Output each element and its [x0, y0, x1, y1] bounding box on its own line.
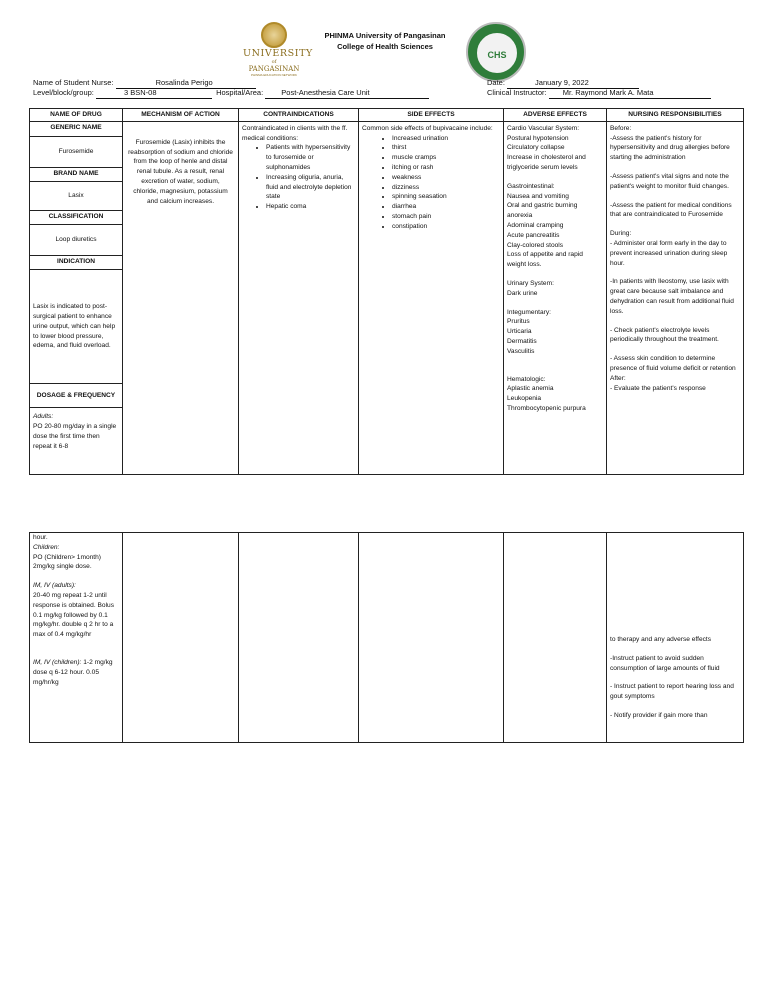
- col-header-nursing: NURSING RESPONSIBILITIES: [607, 109, 744, 122]
- college-name: College of Health Sciences: [337, 42, 433, 51]
- col-header-side-effects: SIDE EFFECTS: [359, 109, 504, 122]
- adverse-item: Dermatitis: [507, 337, 537, 345]
- nursing-cell: [607, 121, 744, 474]
- adverse-item: Thrombocytopenic purpura: [507, 404, 586, 412]
- im-children-text: 1-2 mg/kg dose q 6-12 hour. 0.05 mg/hr/kg: [33, 658, 113, 686]
- before-label: Before:: [610, 124, 632, 132]
- nursing-item: - Instruct patient to report hearing loss and gout symptoms: [610, 683, 734, 701]
- adverse-item: Circulatory collapse: [507, 144, 565, 152]
- im-children-label: IM, IV (children):: [33, 658, 82, 666]
- col-header-mechanism: MECHANISM OF ACTION: [123, 109, 239, 122]
- col-header-adverse-effects: ADVERSE EFFECTS: [504, 109, 607, 122]
- level-line: [33, 88, 429, 99]
- indication-text: Lasix is indicated to post-surgical patient to enhance urine output, which can help to lower blood pressure, edema, and fluid overload.: [30, 270, 122, 384]
- logo-line1: UNIVERSITY: [243, 48, 313, 59]
- adverse-item: Postural hypotension: [507, 134, 569, 142]
- brand-label: BRAND NAME: [30, 168, 122, 182]
- hospital-value: Post-Anesthesia Care Unit: [265, 88, 429, 99]
- level-value: 3 BSN-08: [96, 88, 212, 99]
- university-logo: [243, 22, 313, 77]
- im-adults-label: IM, IV (adults):: [33, 582, 76, 590]
- drug-cell: [30, 121, 123, 474]
- date-value: January 9, 2022: [507, 78, 639, 89]
- logo-line2: of: [271, 59, 277, 65]
- urinary-title: Urinary System:: [507, 279, 554, 287]
- empty-contra-cell: [239, 533, 359, 743]
- hospital-label: Hospital/Area:: [216, 88, 264, 97]
- cv-title: Cardio Vascular System:: [507, 124, 580, 132]
- adults-label: Adults:: [33, 413, 54, 421]
- side-effect-item: • stomach pain: [392, 212, 500, 222]
- adverse-item: Leukopenia: [507, 395, 542, 403]
- empty-side-effects-cell: [359, 533, 504, 743]
- side-effects-list: [362, 134, 500, 232]
- contra-list: [242, 143, 355, 212]
- adverse-item: Oral and gastric burning anorexia: [507, 202, 578, 220]
- adverse-item: Loss of appetite and rapid weight loss.: [507, 251, 583, 269]
- children-label: Children:: [33, 543, 60, 551]
- ci-value: Mr. Raymond Mark A. Mata: [549, 88, 711, 99]
- nursing-item: -Assess the patient for medical conditions that are contraindicated to Furosemide: [610, 201, 732, 219]
- side-effect-item: • Increased urination: [392, 134, 500, 144]
- col-header-contraindications: CONTRAINDICATIONS: [239, 109, 359, 122]
- empty-mechanism-cell: [123, 533, 239, 743]
- ci-label: Clinical Instructor:: [487, 88, 547, 97]
- drug-study-table-page2: [29, 532, 744, 743]
- during-label: During:: [610, 230, 632, 238]
- student-label: Name of Student Nurse:: [33, 78, 114, 87]
- adverse-item: Urticaria: [507, 328, 532, 336]
- side-effect-item: • muscle cramps: [392, 153, 500, 163]
- level-label: Level/block/group:: [33, 88, 94, 97]
- contra-item: • Patients with hypersensitivity to furosemide or sulphonamides: [266, 143, 355, 172]
- nursing-item: - Evaluate the patient's response: [610, 384, 706, 392]
- dosage-adults: [30, 408, 122, 453]
- adverse-item: Vasculitis: [507, 347, 535, 355]
- nursing-item: - Assess skin condition to determine presence of fluid volume deficit or retention: [610, 355, 736, 372]
- indication-label: INDICATION: [30, 256, 122, 270]
- side-effects-cell: [359, 121, 504, 474]
- hematologic-title: Hematologic:: [507, 375, 546, 383]
- nursing-item: -Assess the patient's history for hypersensitivity and drug allergies before starting the administration: [610, 134, 730, 162]
- adverse-item: Nausea and vomiting: [507, 192, 569, 200]
- drug-subtable: [30, 122, 122, 453]
- side-effect-item: • constipation: [392, 222, 500, 232]
- contra-intro: Contraindicated in clients with the ff. medical conditions:: [242, 124, 348, 142]
- side-effects-intro: Common side effects of bupivacaine include:: [362, 124, 493, 132]
- chs-seal-text: CHS: [487, 50, 507, 60]
- nursing-item: - Administer oral form early in the day to prevent increased urination during sleep hour.: [610, 239, 728, 267]
- contra-item: • Hepatic coma: [266, 202, 355, 212]
- date-label: Date:: [487, 78, 505, 87]
- gi-title: Gastrointestinal:: [507, 182, 555, 190]
- contra-item: • Increasing oliguria, anuria, fluid and electrolyte depletion state: [266, 173, 355, 202]
- dosage-continued-cell: [30, 533, 123, 743]
- university-seal-icon: [261, 22, 287, 48]
- nursing-item: -Instruct patient to avoid sudden consumption of large amounts of fluid: [610, 654, 720, 672]
- im-children: [33, 658, 119, 687]
- adults-text-1: PO 20-80 mg/day in a single dose the first time then repeat it 6-8: [33, 423, 117, 450]
- chs-seal-icon: [466, 22, 526, 82]
- adverse-item: Dark urine: [507, 289, 538, 297]
- side-effect-item: • weakness: [392, 173, 500, 183]
- nursing-item: - Notify provider if gain more than: [610, 711, 708, 719]
- side-effect-item: • dizziness: [392, 183, 500, 193]
- side-effect-item: • diarrhea: [392, 202, 500, 212]
- nursing-item: -Assess patient's vital signs and note the patient's weight to monitor fluid changes.: [610, 172, 729, 190]
- side-effect-item: • thirst: [392, 143, 500, 153]
- adverse-item: Adominal cramping: [507, 221, 564, 229]
- drug-study-table-page1: [29, 108, 744, 475]
- nursing-continued-cell: [607, 533, 744, 743]
- adverse-item: Aplastic anemia: [507, 385, 554, 393]
- institution-header: [305, 30, 465, 52]
- col-header-drug: NAME OF DRUG: [30, 109, 123, 122]
- mechanism-cell: Furosemide (Lasix) inhibits the reabsorption of sodium and chloride from the loop of henle and distal renal tubule. As a result, renal excretion of water, sodium, chloride, magnesium, potassium and calcium increases.: [123, 121, 239, 474]
- nursing-item: to therapy and any adverse effects: [610, 636, 712, 643]
- dosage-label: DOSAGE & FREQUENCY: [30, 384, 122, 408]
- adverse-item: Increase in cholesterol and triglyceride serum levels: [507, 154, 586, 171]
- adverse-item: Pruritus: [507, 318, 530, 326]
- empty-adverse-cell: [504, 533, 607, 743]
- classification-label: CLASSIFICATION: [30, 211, 122, 225]
- side-effect-item: • spinning seasation: [392, 192, 500, 202]
- contraindications-cell: [239, 121, 359, 474]
- adults-text-2: hour.: [33, 534, 48, 541]
- children-text: PO (Children> 1month) 2mg/kg single dose.: [33, 553, 101, 571]
- im-adults-text: 20-40 mg repeat 1-2 until response is obtained. Bolus 0.1 mg/kg followed by 0.1 mg/kg/hr. double q 2 hr to a max of 0.4 mg/kg/hr: [33, 591, 115, 639]
- brand-name: Lasix: [30, 182, 122, 211]
- integumentary-title: Integumentary:: [507, 308, 551, 316]
- logo-line3: PANGASINAN: [248, 65, 300, 73]
- clinical-instructor-line: [487, 88, 711, 99]
- generic-name: Furosemide: [30, 137, 122, 168]
- adverse-item: Acute pancreatitis: [507, 231, 560, 239]
- adverse-effects-cell: [504, 121, 607, 474]
- side-effect-item: • itching or rash: [392, 163, 500, 173]
- institution-name: PHINMA University of Pangasinan: [324, 31, 446, 40]
- generic-label: GENERIC NAME: [30, 122, 122, 137]
- after-label: After:: [610, 374, 626, 382]
- nursing-item: - Check patient's electrolyte levels periodically throughout the treatment.: [610, 326, 719, 344]
- classification: Loop diuretics: [30, 225, 122, 256]
- student-value: Rosalinda Perigo: [116, 78, 256, 89]
- logo-motto: PHINMA EDUCATION NETWORK: [251, 73, 297, 77]
- adverse-item: Clay-colored stools: [507, 241, 564, 249]
- nursing-item: -In patients with Ileostomy, use lasix with great care because salt imbalance and dehydration can result from additional fluid loss.: [610, 278, 734, 315]
